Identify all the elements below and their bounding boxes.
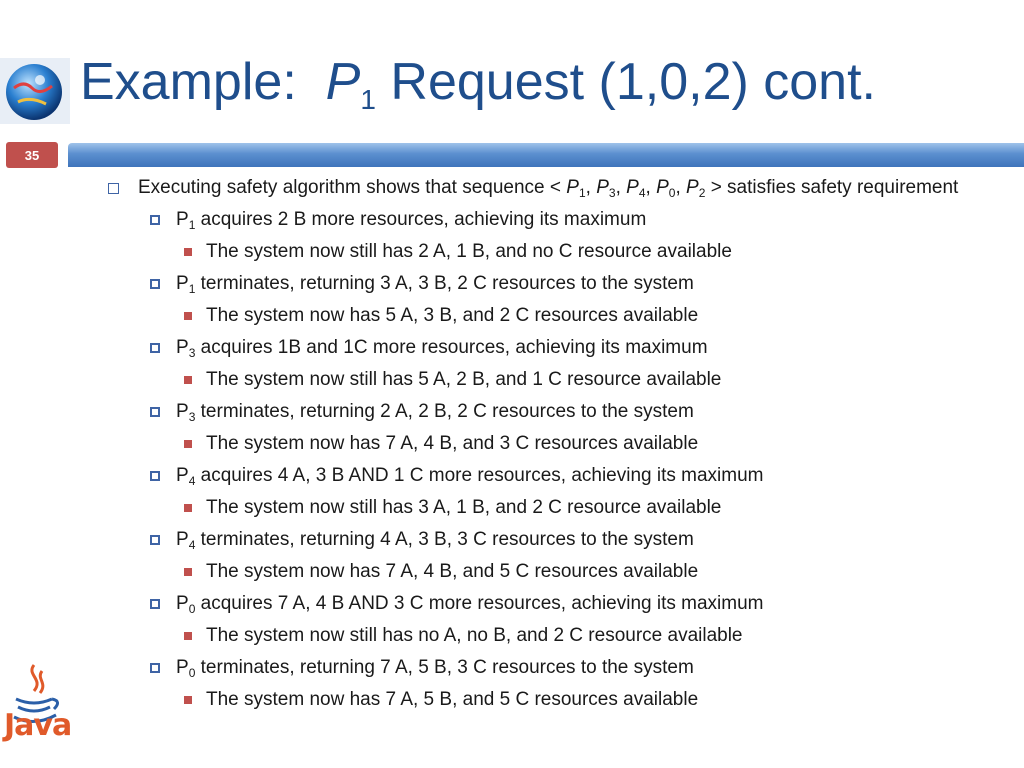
red-square-bullet-icon [184,312,192,320]
red-square-bullet-icon [184,632,192,640]
page-title [80,52,876,116]
step-process: P [176,273,189,294]
title-process-sub: 1 [360,84,376,115]
step-detail [104,368,1004,392]
red-square-bullet-icon [184,504,192,512]
square-bullet-icon [150,343,160,353]
square-bullet-icon [150,599,160,609]
java-logo-text: Java [4,708,72,743]
step-detail [104,560,1004,584]
step-text: acquires 1B and 1C more resources, achieving its maximum [200,337,708,358]
seq-process-sub: 2 [698,186,706,200]
step-detail-text: The system now has 5 A, 3 B, and 2 C resources available [206,305,699,326]
step-detail-text: The system now has 7 A, 4 B, and 3 C resources available [206,433,699,454]
step-detail [104,624,1004,648]
seq-process: P [656,177,669,198]
step-process-sub: 0 [188,602,196,616]
step-process-sub: 1 [188,282,196,296]
seq-process-sub: 3 [608,186,616,200]
safety-post-text: > satisfies safety requirement [710,177,959,198]
step-detail [104,688,1004,712]
step-process-sub: 4 [188,474,196,488]
header-divider-bar [68,143,1024,167]
step-detail-text: The system now still has 5 A, 2 B, and 1 C resource available [206,369,722,390]
square-bullet-icon [150,471,160,481]
step-process: P [176,465,189,486]
step-text: terminates, returning 7 A, 5 B, 3 C resources to the system [200,657,694,678]
seq-process-sub: 4 [638,186,646,200]
title-process: P [325,53,361,111]
step-text: terminates, returning 4 A, 3 B, 3 C resources to the system [200,529,694,550]
step-detail-text: The system now has 7 A, 5 B, and 5 C resources available [206,689,699,710]
red-square-bullet-icon [184,248,192,256]
steps-list [104,208,1004,712]
step-item [104,272,1004,296]
step-process-sub: 0 [188,666,196,680]
seq-process: P [596,177,609,198]
step-item [104,528,1004,552]
step-process: P [176,657,189,678]
step-text: acquires 2 B more resources, achieving its maximum [200,209,647,230]
step-process: P [176,209,189,230]
step-process: P [176,529,189,550]
step-text: acquires 7 A, 4 B AND 3 C more resources, achieving its maximum [200,593,764,614]
step-detail-text: The system now has 7 A, 4 B, and 5 C resources available [206,561,699,582]
slide-content [104,176,1004,712]
hollow-square-bullet-icon [108,183,119,194]
step-text: terminates, returning 3 A, 3 B, 2 C resources to the system [200,273,694,294]
red-square-bullet-icon [184,376,192,384]
safety-pre-text: Executing safety algorithm shows that sequence < [138,177,561,198]
square-bullet-icon [150,535,160,545]
seq-process-sub: 0 [668,186,676,200]
red-square-bullet-icon [184,568,192,576]
seq-separator: , [675,177,681,198]
step-process-sub: 4 [188,538,196,552]
seq-process: P [686,177,699,198]
step-item [104,336,1004,360]
step-detail-text: The system now still has no A, no B, and 2 C resource available [206,625,743,646]
square-bullet-icon [150,279,160,289]
red-square-bullet-icon [184,440,192,448]
safety-sequence [566,177,705,198]
seq-separator: , [615,177,621,198]
bullet-safety-sequence [104,176,1004,200]
step-detail-text: The system now still has 3 A, 1 B, and 2 C resource available [206,497,722,518]
step-process-sub: 3 [188,410,196,424]
step-detail [104,496,1004,520]
seq-process: P [626,177,639,198]
step-process: P [176,401,189,422]
step-process: P [176,593,189,614]
step-process-sub: 3 [188,346,196,360]
red-square-bullet-icon [184,696,192,704]
step-item [104,464,1004,488]
globe-logo-icon [0,58,70,124]
step-item [104,400,1004,424]
step-process: P [176,337,189,358]
step-detail [104,240,1004,264]
step-item [104,592,1004,616]
step-item [104,656,1004,680]
seq-process-sub: 1 [578,186,586,200]
step-text: terminates, returning 2 A, 2 B, 2 C resources to the system [200,401,694,422]
square-bullet-icon [150,215,160,225]
seq-process: P [566,177,579,198]
slide-number-badge: 35 [6,142,58,168]
square-bullet-icon [150,663,160,673]
step-detail [104,432,1004,456]
step-text: acquires 4 A, 3 B AND 1 C more resources, achieving its maximum [200,465,764,486]
title-prefix: Example: [80,53,297,111]
seq-separator: , [585,177,591,198]
title-rest: Request (1,0,2) cont. [390,53,876,111]
step-process-sub: 1 [188,218,196,232]
step-detail-text: The system now still has 2 A, 1 B, and no C resource available [206,241,732,262]
seq-separator: , [645,177,651,198]
step-item [104,208,1004,232]
step-detail [104,304,1004,328]
square-bullet-icon [150,407,160,417]
